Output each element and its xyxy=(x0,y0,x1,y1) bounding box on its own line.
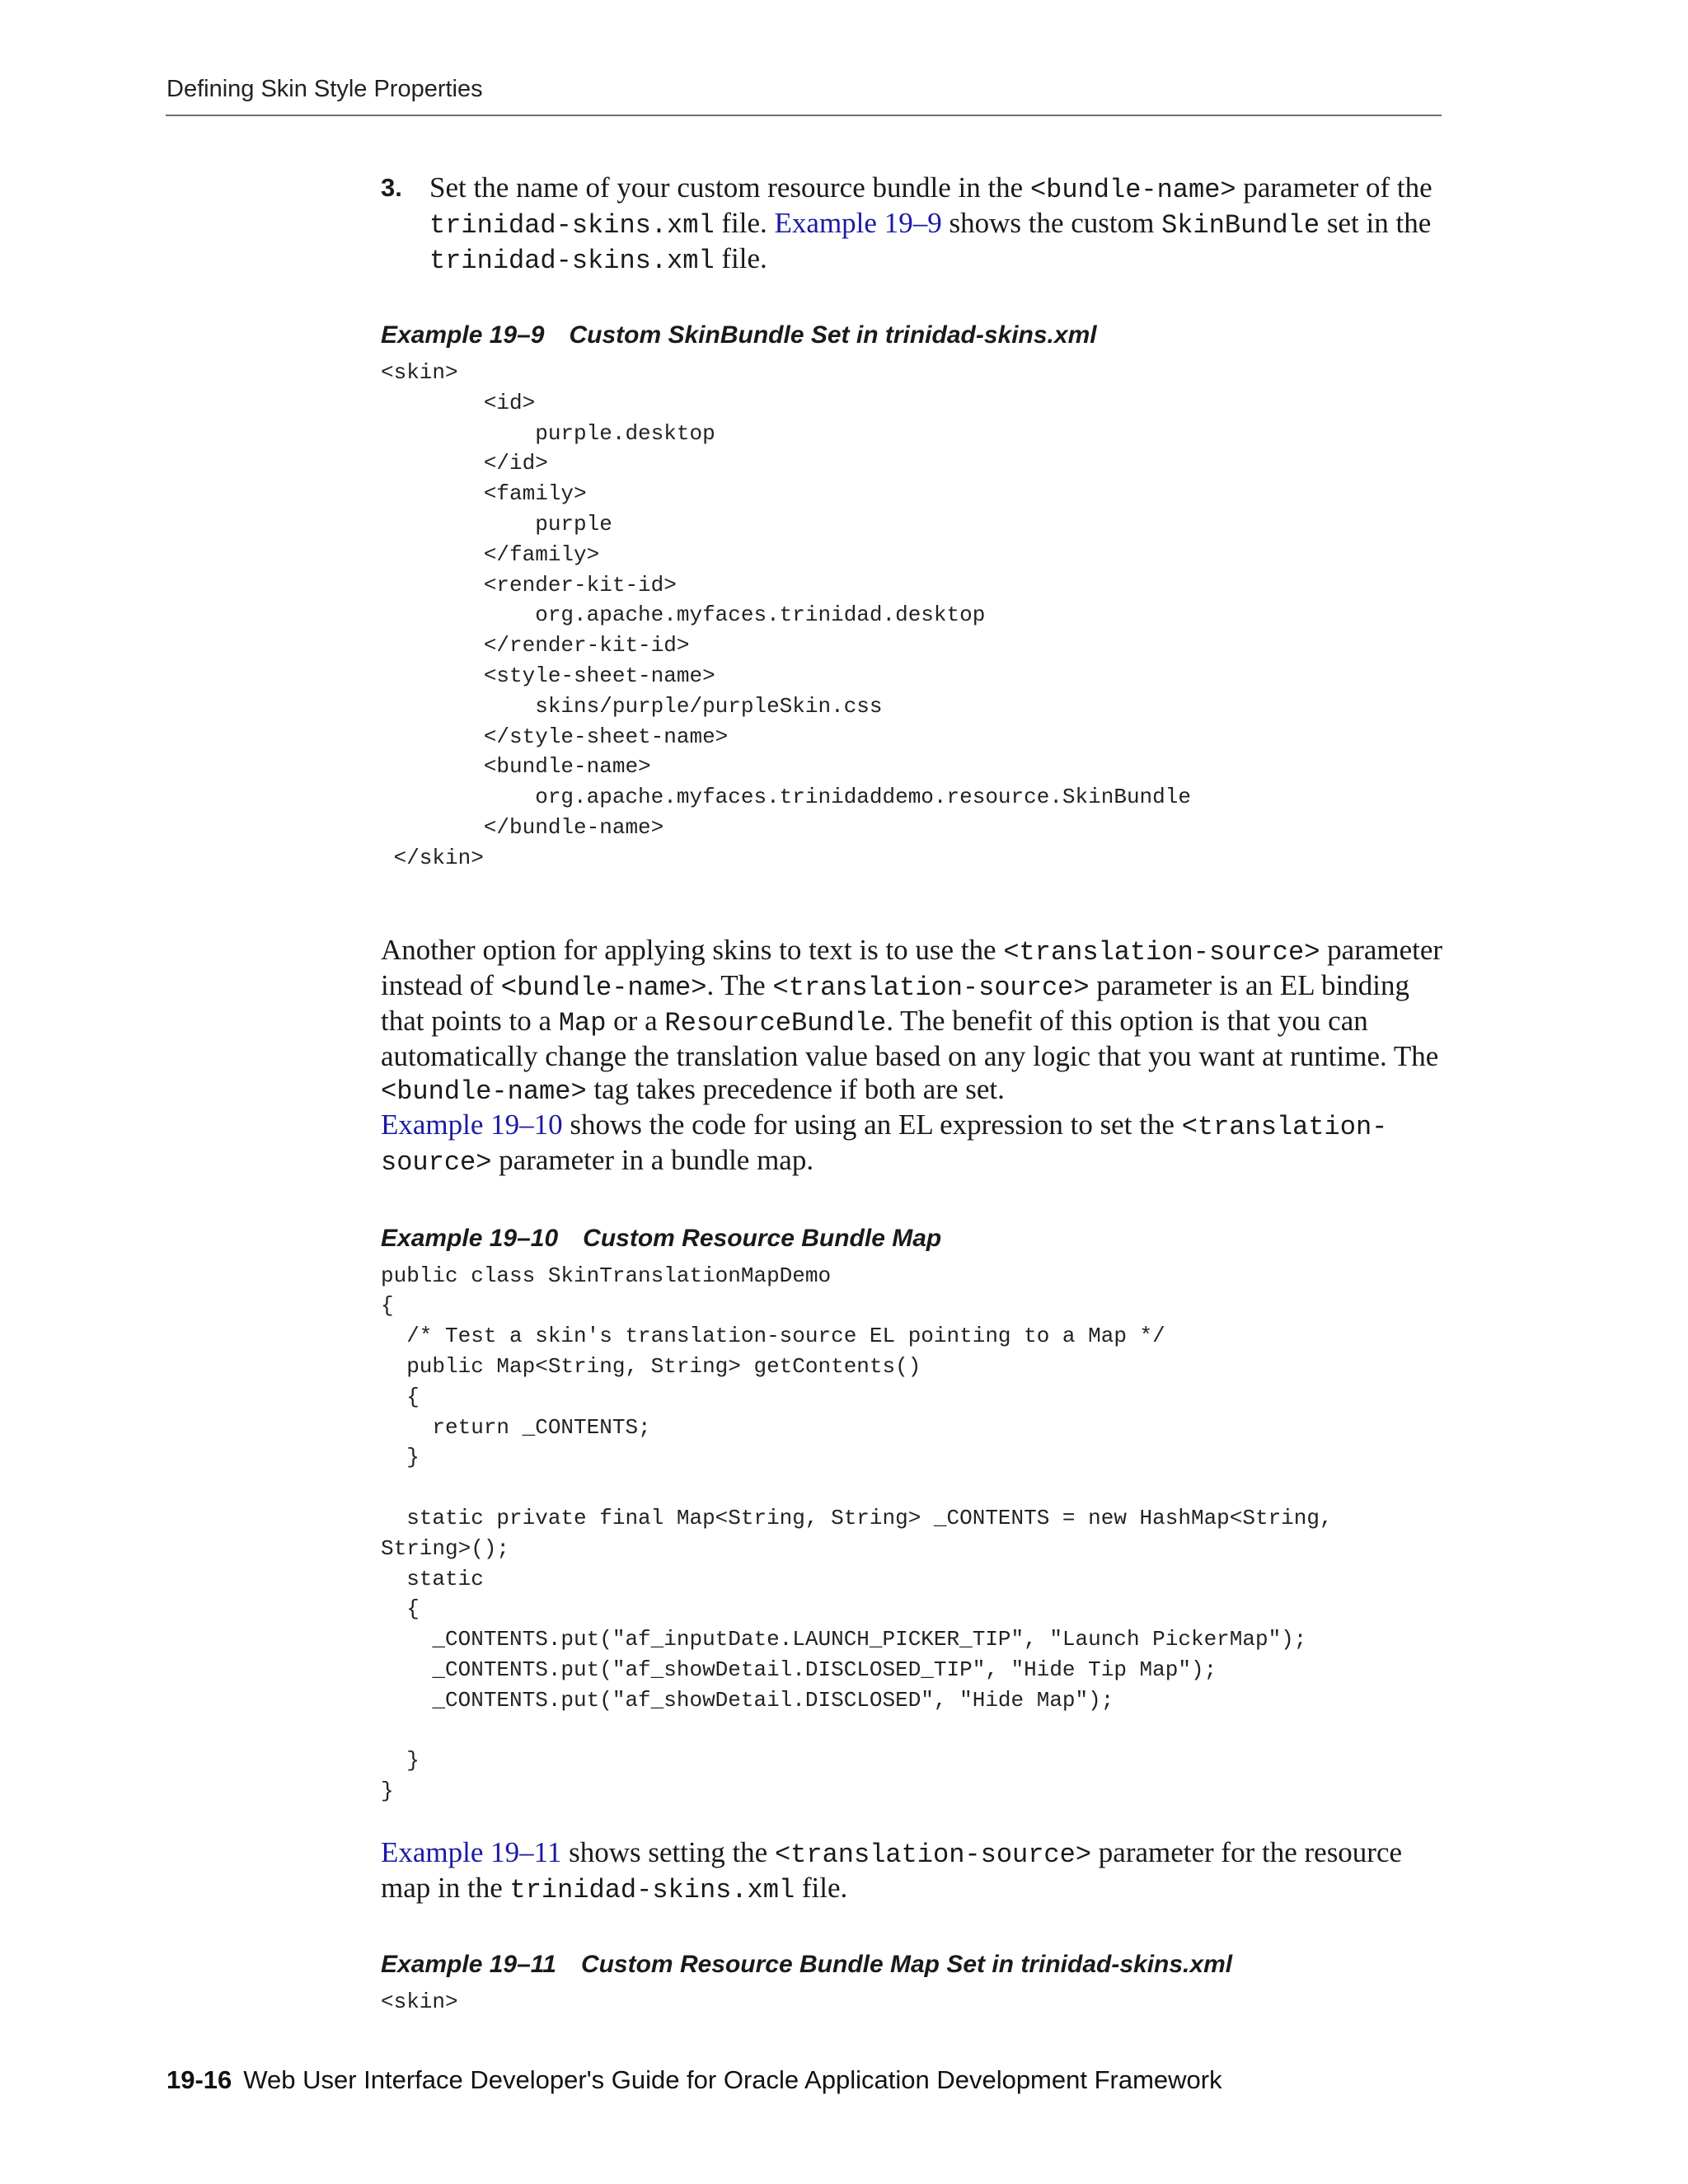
inline-code: ResourceBundle xyxy=(664,1007,887,1038)
step-text: Set the name of your custom resource bundle in the xyxy=(429,171,1030,204)
example-19-10-code: public class SkinTranslationMapDemo { /* Test a skin's translation-source EL pointing to a Map */ public Map<String, String> getContents() { return _CONTENTS; } static private final Map<String, String> _CONTENTS = new HashMap<String, String>(); static { _CONTENTS.put("af_inputDate.LAUNCH_PICKER_TIP", "Launch PickerMap"); _CONTENTS.put("af_showDetail.DISCLOSED_TIP", "Hide Tip Map"); _CONTENTS.put("af_showDetail.DISCLOSED", "Hide Map"); } } xyxy=(381,1263,1333,1804)
example-19-9-code: <skin> <id> purple.desktop </id> <family> purple </family> <render-kit-id> org.apache.myfaces.trinidad.desktop </render-kit-id> <style-sheet-name> skins/purple/purpleSkin.css </style-sheet-name> <bundle-name> org.apache.myfaces.trinidaddemo.resource.SkinBundle </bundle-name> </skin> xyxy=(381,360,1191,870)
step-text: parameter of the xyxy=(1236,171,1432,204)
example-19-10-link[interactable]: Example 19–10 xyxy=(381,1108,563,1141)
step-number: 3. xyxy=(381,173,402,202)
example-title: Custom SkinBundle Set in trinidad-skins.xml xyxy=(569,321,1097,349)
inline-code: trinidad-skins.xml xyxy=(509,1874,795,1905)
example-number: Example 19–10 xyxy=(381,1224,559,1252)
step-text: file. xyxy=(714,207,775,239)
inline-code: Map xyxy=(558,1007,607,1038)
example-title: Custom Resource Bundle Map xyxy=(583,1224,942,1252)
resource-map-paragraph xyxy=(381,1836,1444,1907)
inline-code: <bundle-name> xyxy=(500,972,707,1003)
para-text: Another option for applying skins to text is to use the xyxy=(381,933,1004,966)
inline-code: trinidad-skins.xml xyxy=(429,210,715,241)
para-text: shows setting the xyxy=(561,1835,775,1868)
inline-code: SkinBundle xyxy=(1161,210,1320,241)
para-text: or a xyxy=(606,1004,665,1037)
book-title: Web User Interface Developer's Guide for Oracle Application Development Framework xyxy=(243,2065,1222,2094)
inline-code: <translation-source> xyxy=(1003,936,1320,968)
para-text: . The benefit of this option is that you can automatically change the translation value based on any logic that you want at runtime. The xyxy=(381,1004,1439,1072)
inline-code: <translation-source> xyxy=(772,972,1090,1003)
example-number: Example 19–9 xyxy=(381,321,545,349)
inline-code: <bundle-name> xyxy=(1029,175,1236,205)
running-header: Defining Skin Style Properties xyxy=(166,76,483,102)
example-title: Custom Resource Bundle Map Set in trinidad-skins.xml xyxy=(580,1950,1233,1978)
para-text: file. xyxy=(795,1871,848,1904)
example-19-11-caption xyxy=(381,1950,1452,1980)
example-19-9-link[interactable]: Example 19–9 xyxy=(774,207,942,239)
para-text: . The xyxy=(706,968,773,1001)
step-text: set in the xyxy=(1320,207,1432,239)
inline-code: trinidad-skins.xml xyxy=(429,246,715,276)
header-divider xyxy=(166,115,1442,116)
page-footer xyxy=(166,2065,1222,2095)
example-19-11-code: <skin> xyxy=(381,1989,458,2014)
example-19-9-caption xyxy=(381,321,1452,350)
para-text: parameter instead of xyxy=(381,933,1443,1001)
step-text: file. xyxy=(714,242,767,274)
para-text: parameter in a bundle map. xyxy=(491,1143,814,1176)
para-text: shows the code for using an EL expression to set the xyxy=(562,1108,1182,1141)
para-text: parameter for the resource map in the xyxy=(381,1835,1403,1904)
para-text: tag takes precedence if both are set. xyxy=(586,1072,1005,1105)
step-3 xyxy=(381,171,1493,278)
inline-code: <translation-source> xyxy=(774,1839,1092,1870)
example-19-11-link[interactable]: Example 19–11 xyxy=(381,1835,562,1868)
inline-code: <bundle-name> xyxy=(381,1076,587,1107)
para-text: parameter is an EL binding that points to a xyxy=(381,968,1409,1037)
inline-code: <translation-source> xyxy=(381,1111,1388,1178)
example-19-10-caption xyxy=(381,1224,1452,1254)
translation-source-paragraph xyxy=(381,934,1444,1179)
page-number: 19-16 xyxy=(166,2065,232,2094)
example-number: Example 19–11 xyxy=(381,1950,556,1978)
step-text: shows the custom xyxy=(941,207,1162,239)
page-body xyxy=(381,171,1452,2018)
